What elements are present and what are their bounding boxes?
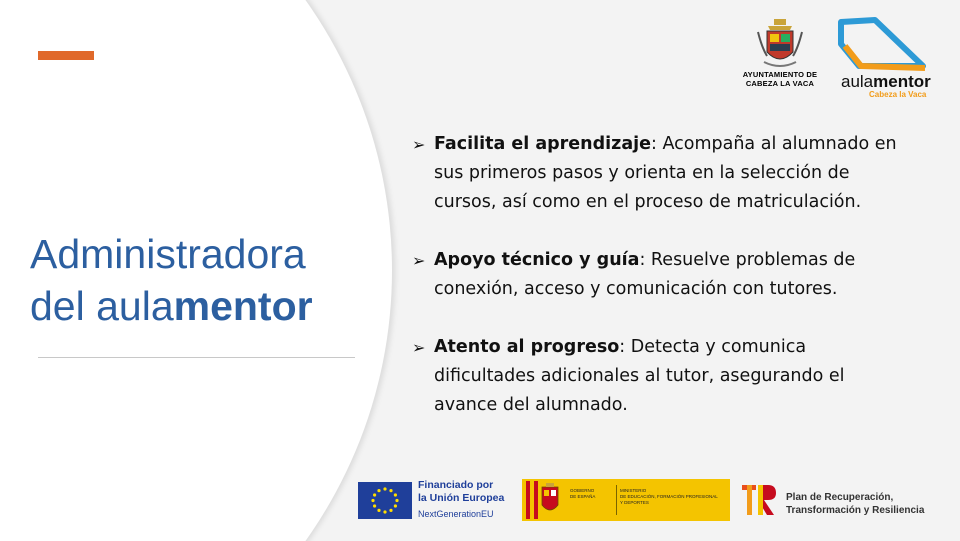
bullet-text: : Acompaña al alumnado en sus primeros pasos y orienta en la selección de cursos, así como en el proceso de matriculación. (434, 134, 897, 212)
aulamentor-subtitle: Cabeza la Vaca (869, 90, 927, 99)
ayuntamiento-logo (730, 18, 830, 88)
gobierno-espana-logo (522, 479, 730, 521)
eu-nextgen-label: NextGenerationEU (418, 509, 494, 519)
bullet-item (412, 130, 912, 217)
bullet-item (412, 246, 912, 304)
arrow-bullet-icon: ➢ (412, 251, 426, 270)
aulamentor-logo (835, 16, 935, 98)
prtr-mark-icon (740, 481, 780, 517)
bullet-title: Facilita el aprendizaje (434, 134, 652, 154)
plan-recuperacion-logo (740, 481, 940, 521)
spain-coat-of-arms-icon (526, 481, 564, 519)
title-line1: Administradora (30, 231, 306, 277)
coat-of-arms-icon (752, 18, 808, 70)
slide-title (30, 228, 313, 332)
aulamentor-mark-icon (835, 16, 935, 72)
eu-funding-logo (358, 478, 518, 522)
eu-label: Financiado por la Unión Europea (418, 479, 505, 504)
gobierno-label: GOBIERNO DE ESPAÑA (570, 488, 596, 499)
eu-flag-icon (358, 482, 412, 519)
ayuntamiento-label: AYUNTAMIENTO DE CABEZA LA VACA (742, 70, 818, 88)
bullet-title: Atento al progreso (434, 337, 620, 357)
bullet-text: : Resuelve problemas de conexión, acceso y comunicación con tutores. (434, 250, 856, 299)
bullet-title: Apoyo técnico y guía (434, 250, 640, 270)
prtr-label: Plan de Recuperación, Transformación y Resiliencia (786, 492, 925, 516)
bullet-list (412, 130, 912, 449)
title-line2-prefix: del aula (30, 283, 174, 329)
ministerio-label: MINISTERIO DE EDUCACIÓN, FORMACIÓN PROFESIONAL Y DEPORTES (620, 488, 718, 505)
gobierno-divider (616, 485, 617, 515)
arrow-bullet-icon: ➢ (412, 135, 426, 154)
bullet-text: : Detecta y comunica dificultades adicionales al tutor, asegurando el avance del alumnado. (434, 337, 845, 415)
arrow-bullet-icon: ➢ (412, 338, 426, 357)
bullet-item (412, 333, 912, 420)
title-line2-bold: mentor (173, 283, 313, 329)
aulamentor-wordmark: aulamentor (841, 72, 931, 91)
title-divider (38, 357, 355, 358)
accent-bar (38, 51, 94, 60)
